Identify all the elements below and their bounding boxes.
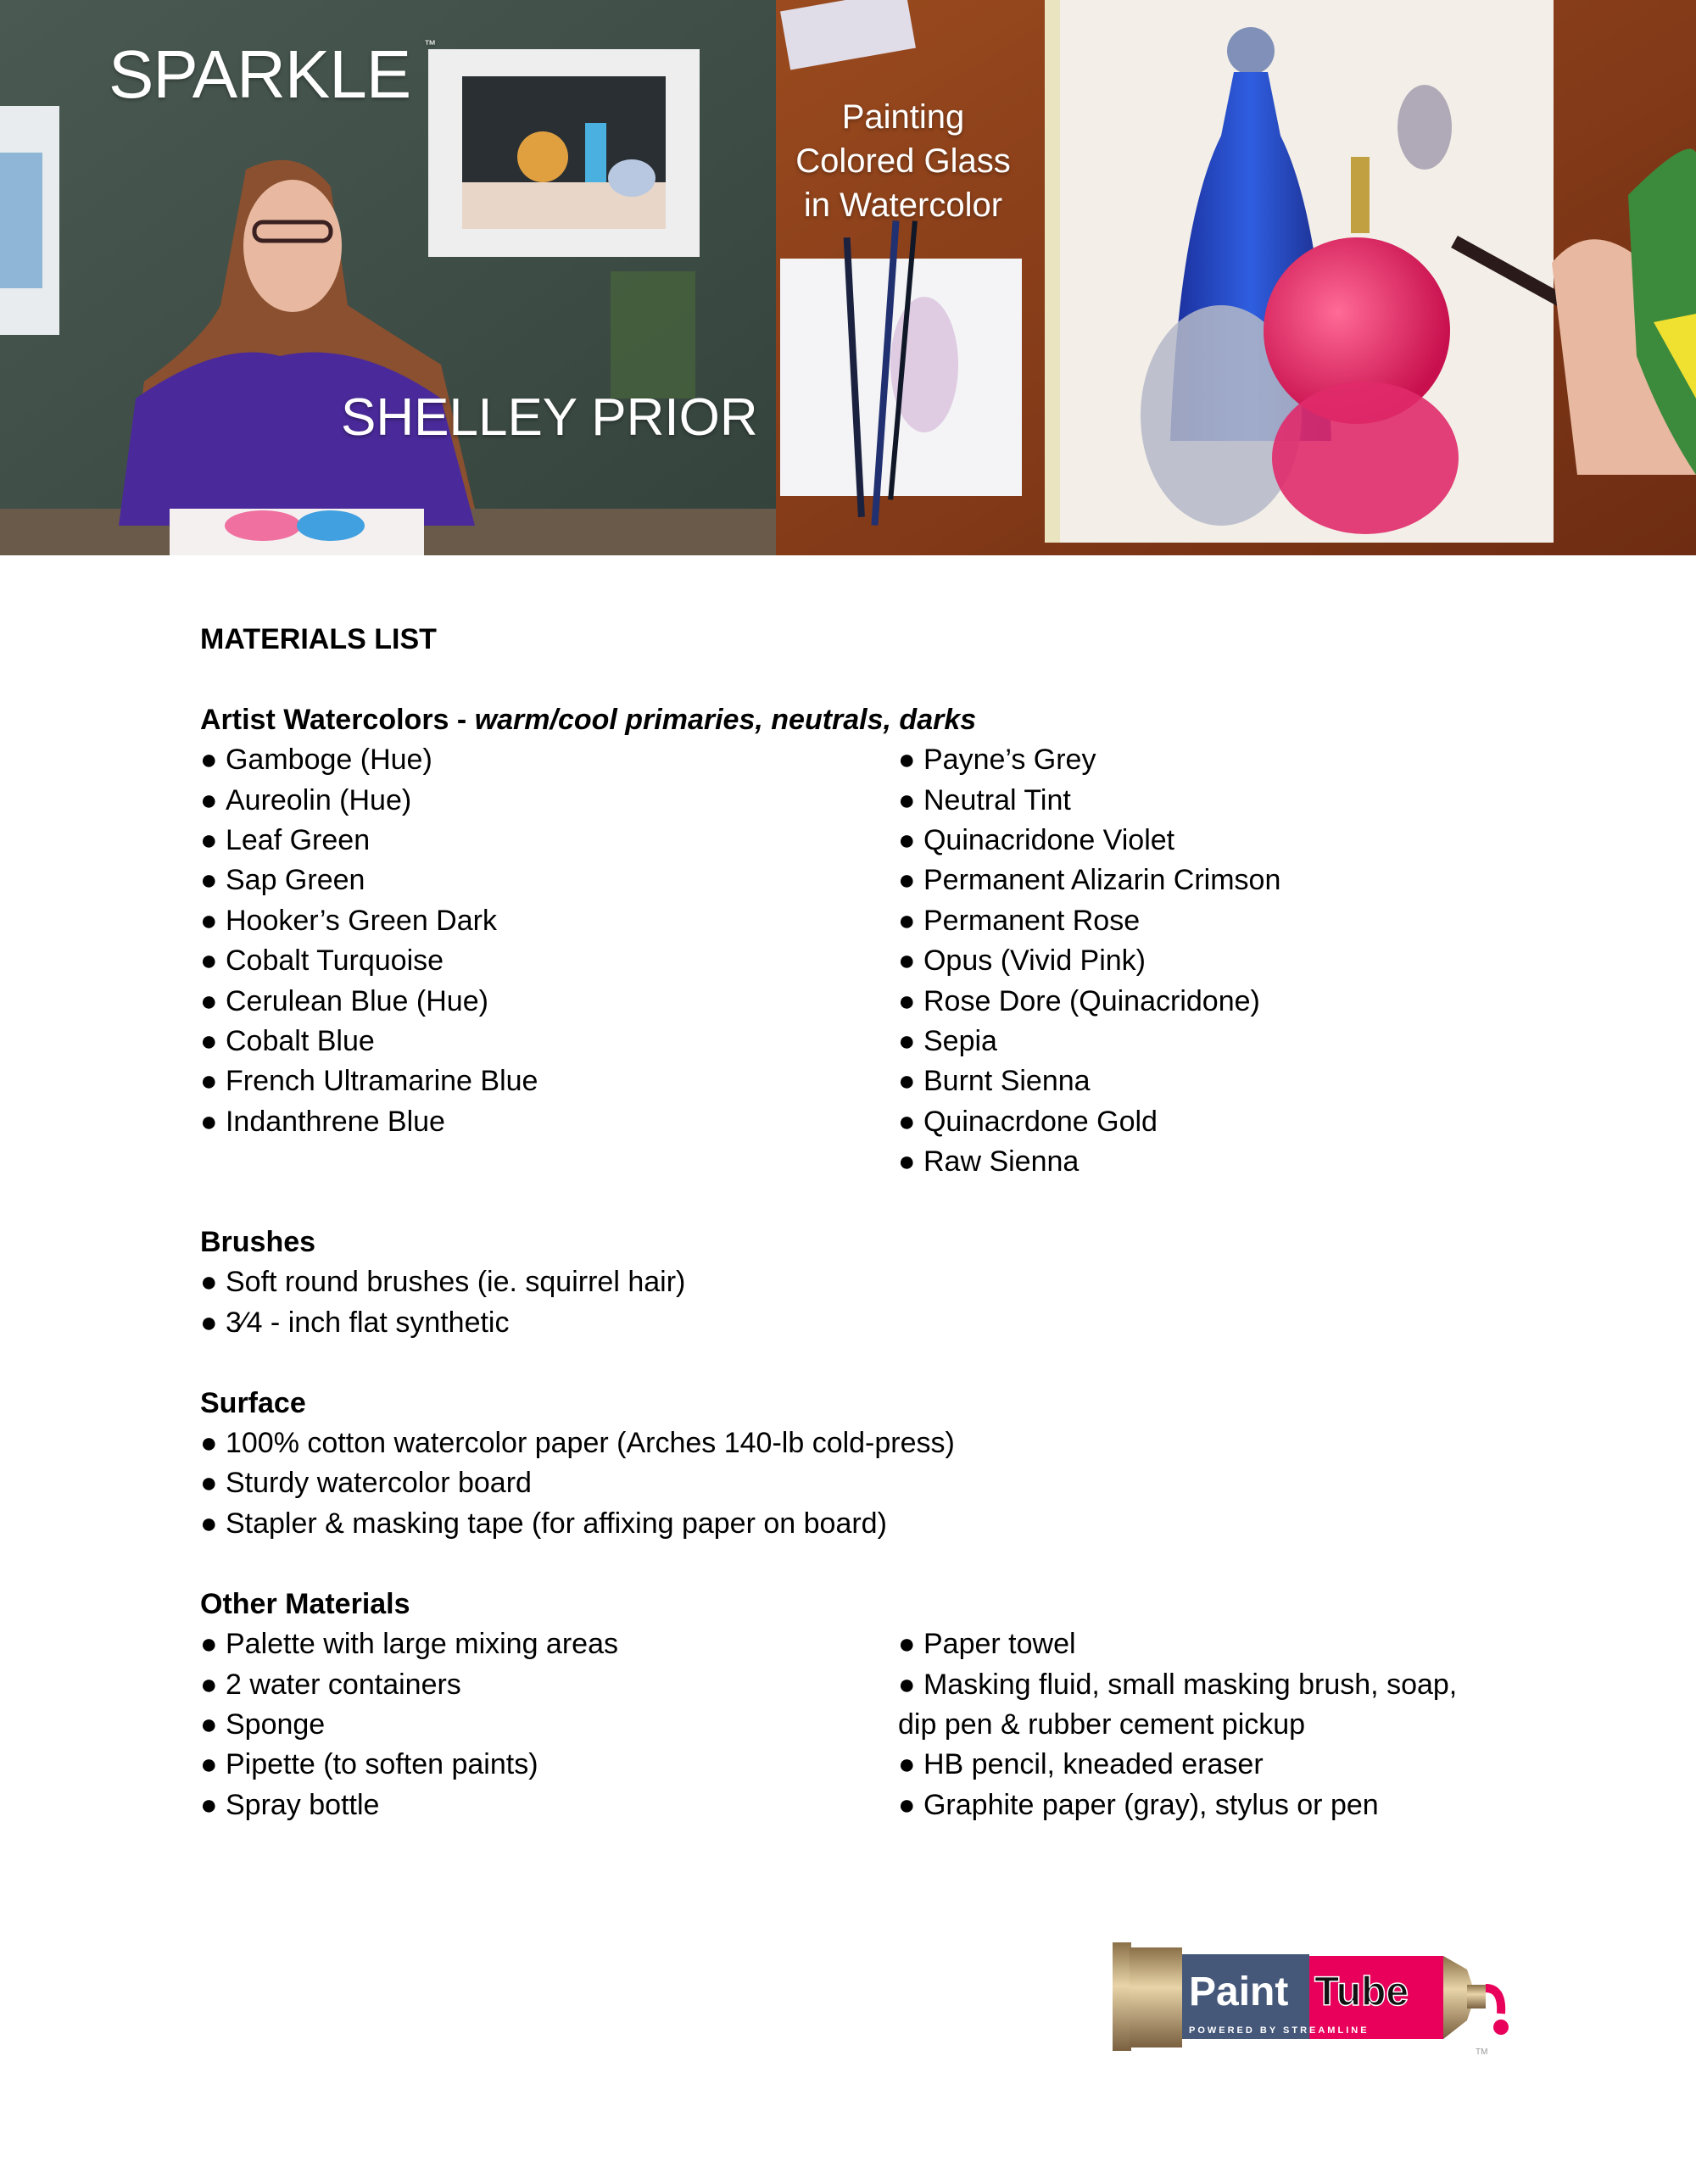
list-item: ● Stapler & masking tape (for affixing paper on board) — [200, 1504, 887, 1544]
list-item: ● Indanthrene Blue — [200, 1102, 445, 1142]
watercolors-heading-note: warm/cool primaries, neutrals, darks — [474, 703, 977, 736]
other-materials-columns — [200, 1624, 1557, 1825]
course-title — [767, 95, 1039, 227]
list-item: ● Sap Green — [200, 861, 365, 900]
brushes-list — [200, 1262, 1557, 1343]
list-item: ● Sponge — [200, 1705, 325, 1745]
list-item: ● Quinacridone Violet — [898, 821, 1174, 861]
brand-trademark: ™ — [424, 37, 436, 51]
list-item: ● Sepia — [898, 1022, 997, 1061]
surface-heading: Surface — [200, 1386, 306, 1419]
list-item: ● Sturdy watercolor board — [200, 1463, 532, 1503]
watercolors-columns — [200, 740, 1557, 1182]
watercolors-heading-text: Artist Watercolors - — [200, 703, 475, 736]
list-item: ● Gamboge (Hue) — [200, 740, 432, 780]
list-item: ● Hooker’s Green Dark — [200, 901, 497, 941]
list-item: ● Cobalt Turquoise — [200, 941, 444, 981]
sparkle-brand-logo: SPARKLE — [109, 36, 411, 112]
list-item: ● HB pencil, kneaded eraser — [898, 1745, 1264, 1785]
artist-name: SHELLEY PRIOR — [341, 388, 758, 447]
other-left-column — [200, 1624, 845, 1825]
list-item: ● Soft round brushes (ie. squirrel hair) — [200, 1262, 685, 1302]
list-item: ● Permanent Rose — [898, 901, 1140, 941]
list-item: ● 3⁄4 - inch flat synthetic — [200, 1303, 510, 1343]
hero-banner — [0, 0, 1696, 555]
watercolors-left-column — [200, 740, 845, 1182]
watercolors-heading — [200, 700, 976, 740]
list-item: ● 2 water containers — [200, 1665, 461, 1705]
list-item: ● Spray bottle — [200, 1786, 379, 1825]
list-item: ● Quinacrdone Gold — [898, 1102, 1158, 1142]
surface-list — [200, 1424, 1557, 1544]
list-item: ● 100% cotton watercolor paper (Arches 140-lb cold-press) — [200, 1424, 955, 1463]
logo-tagline: POWERED BY STREAMLINE — [1189, 2025, 1370, 2036]
list-item: ● Cerulean Blue (Hue) — [200, 982, 488, 1022]
list-item: ● Aureolin (Hue) — [200, 781, 411, 821]
tube-crimp-icon — [1113, 1942, 1131, 2051]
list-item: ● Leaf Green — [200, 821, 370, 861]
list-item: ● Opus (Vivid Pink) — [898, 941, 1146, 981]
watercolors-right-column — [898, 740, 1492, 1182]
list-item: ● Payne’s Grey — [898, 740, 1096, 780]
list-item: ● Masking fluid, small masking brush, soap, dip pen & rubber cement pickup — [898, 1665, 1492, 1746]
other-materials-heading: Other Materials — [200, 1587, 410, 1620]
materials-list — [200, 620, 1557, 1825]
list-item: ● Permanent Alizarin Crimson — [898, 861, 1280, 900]
list-item: ● Graphite paper (gray), stylus or pen — [898, 1786, 1379, 1825]
list-item: ● Neutral Tint — [898, 781, 1071, 821]
list-item: ● Pipette (to soften paints) — [200, 1745, 538, 1785]
logo-word-paint: Paint — [1189, 1970, 1289, 2014]
logo-word-tube: Tube — [1314, 1970, 1409, 2014]
list-item: ● Paper towel — [898, 1624, 1076, 1664]
logo-trademark: TM — [1476, 2048, 1488, 2057]
list-item: ● Palette with large mixing areas — [200, 1624, 618, 1664]
materials-title: MATERIALS LIST — [200, 623, 437, 655]
list-item: ● Raw Sienna — [898, 1142, 1079, 1182]
list-item: ● Cobalt Blue — [200, 1022, 375, 1061]
list-item: ● French Ultramarine Blue — [200, 1061, 538, 1101]
painttube-logo — [1111, 1936, 1509, 2059]
list-item: ● Rose Dore (Quinacridone) — [898, 982, 1260, 1022]
other-right-column — [898, 1624, 1492, 1825]
course-title-line: in Watercolor — [803, 187, 1003, 224]
list-item: ● Burnt Sienna — [898, 1061, 1091, 1101]
brushes-heading: Brushes — [200, 1226, 316, 1259]
course-title-line: Colored Glass — [795, 142, 1011, 180]
course-title-line: Painting — [841, 98, 965, 136]
